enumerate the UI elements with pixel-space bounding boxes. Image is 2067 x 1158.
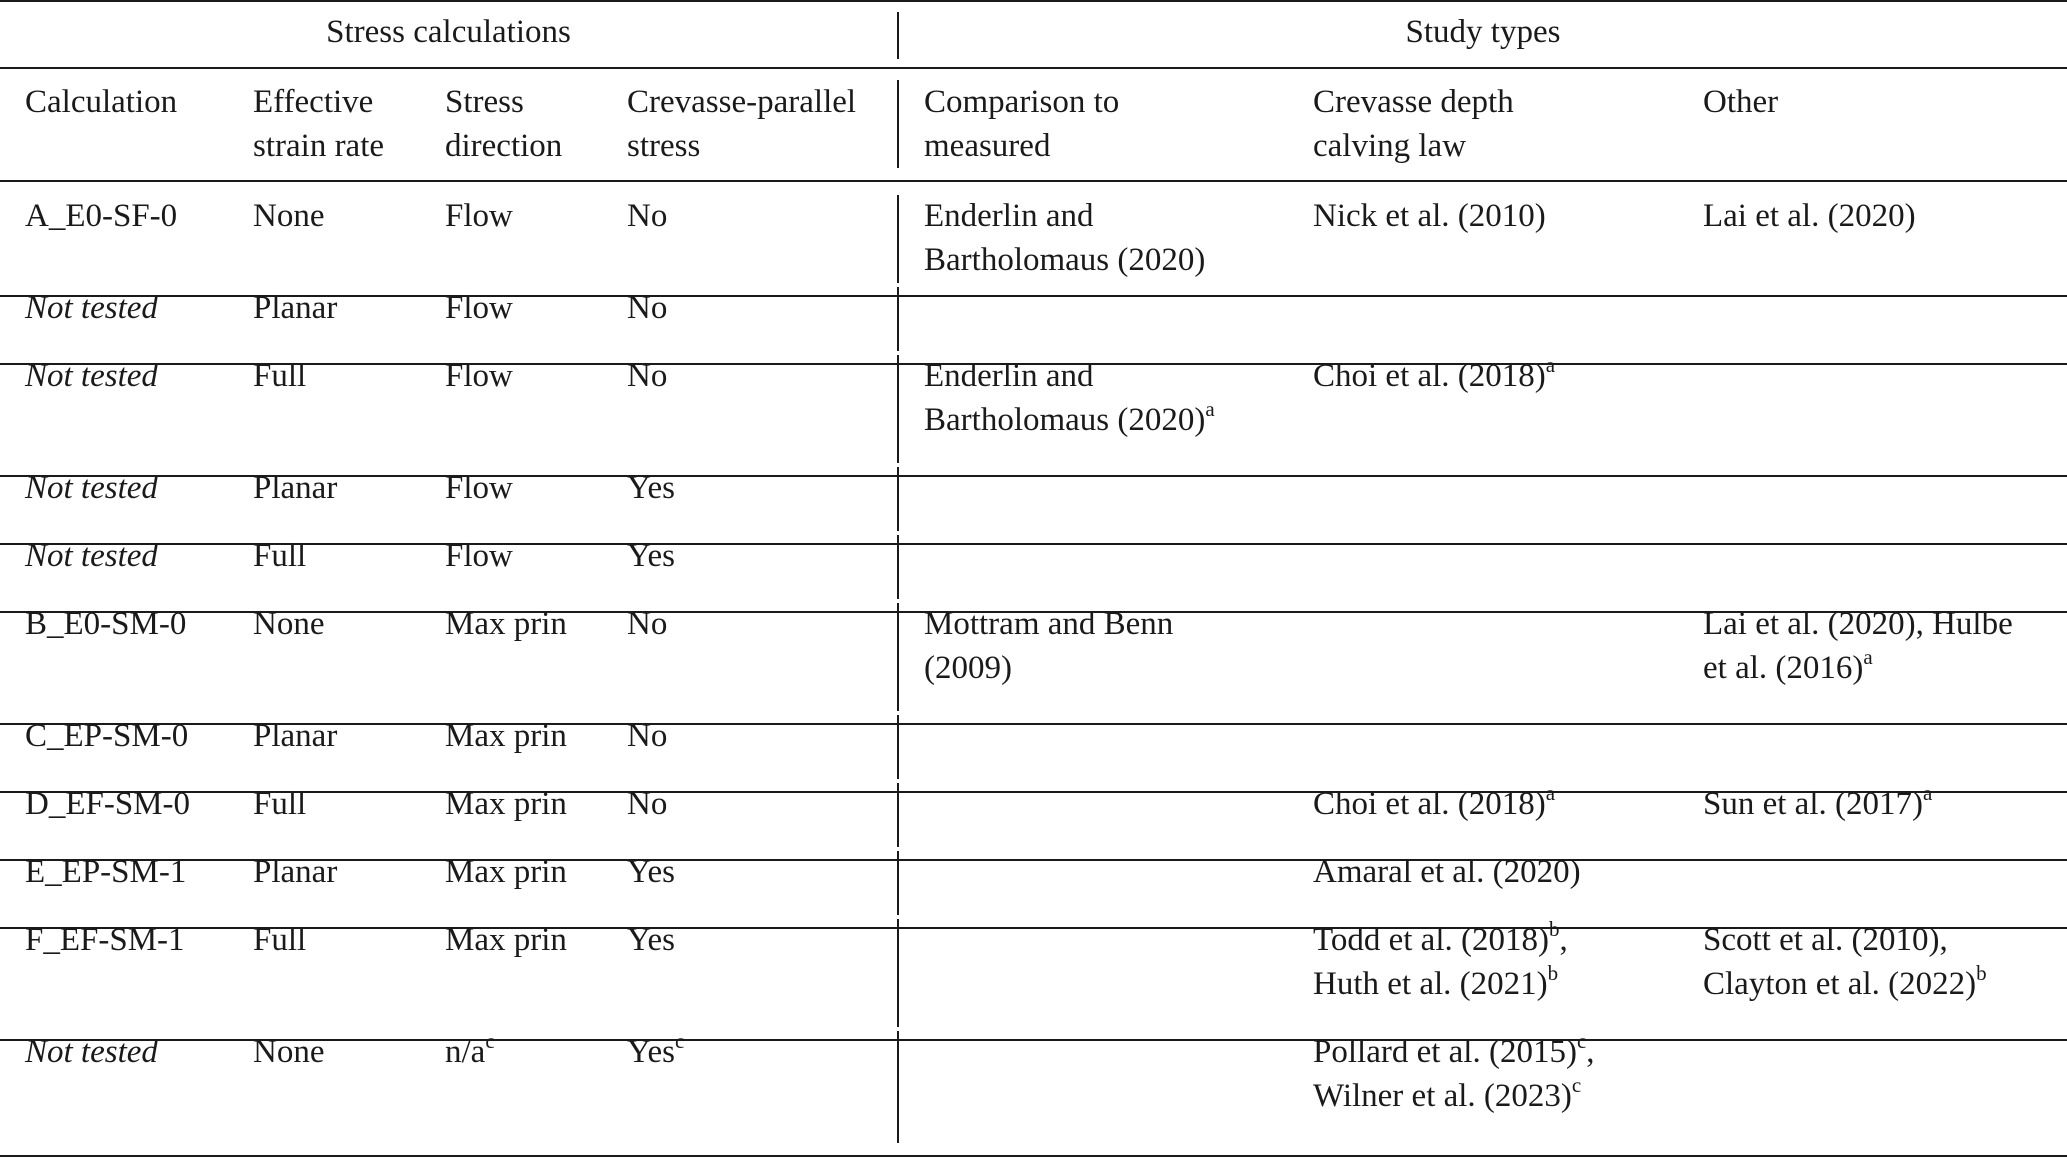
crevasse-parallel-cell [627,602,667,646]
rule-line [0,543,2067,545]
strain-rate-cell: Full [253,358,307,394]
footnote-marker: b [1548,917,1560,941]
other-citation [1703,782,1932,826]
calving-law-citation [1313,194,1546,238]
calving-law-citation [1313,850,1581,894]
stress-direction-cell [445,782,567,826]
calculation-cell: Not tested [25,538,158,574]
stress-direction-cell [445,1030,495,1074]
strain-rate-cell: Full [253,538,307,574]
calving-law-citation-text: Amaral et al. (2020) [1313,854,1581,890]
calculation-cell: E_EP-SM-1 [25,854,187,890]
footnote-marker: a [1205,397,1215,421]
column-header-comparison-to-measured: measured [924,128,1051,164]
comparison-citation-text: Enderlin and [924,358,1094,394]
column-header-comparison-to-measured: Comparison to [924,84,1120,120]
crevasse-parallel-cell [627,918,675,962]
calving-law-citation [1313,1074,1581,1118]
footnote-marker: a [1545,353,1556,377]
footnote-marker: b [1547,961,1559,985]
calculation-cell: Not tested [25,470,158,506]
column-header-effective-strain-rate: strain rate [253,128,385,164]
stress-direction-cell [445,194,513,238]
calving-law-citation-text: Todd et al. (2018) [1313,922,1549,958]
crevasse-parallel-cell [627,194,667,238]
crevasse-parallel-text: No [627,198,668,234]
column-header-crevasse-parallel-stress: stress [627,128,701,164]
other-citation [1703,918,1948,962]
crevasse-parallel-text: No [627,606,668,642]
column-separator [897,919,899,1027]
column-header-effective-strain-rate: Effective [253,84,374,120]
comparison-citation-text: Mottram and Benn [924,606,1174,642]
stress-direction-text: Flow [445,198,513,234]
crevasse-parallel-text: No [627,358,668,394]
crevasse-parallel-cell [627,286,667,330]
calculation-cell: D_EF-SM-0 [25,786,191,822]
footnote-marker: c [675,1029,685,1053]
calving-law-citation [1313,782,1555,826]
stress-direction-text: Flow [445,290,513,326]
crevasse-parallel-text: Yes [627,1034,676,1070]
column-separator [897,783,899,847]
group-header-study-types: Study types [1405,14,1561,50]
footnote-marker: a [1545,781,1556,805]
strain-rate-cell: Planar [253,854,338,890]
column-separator [897,715,899,779]
comparison-citation-text: Bartholomaus (2020) [924,402,1206,438]
crevasse-parallel-cell [627,466,675,510]
calculation-cell: F_EF-SM-1 [25,922,185,958]
comparison-citation [924,354,1094,398]
comparison-citation [924,194,1094,238]
stress-direction-cell [445,714,567,758]
calculation-cell: B_E0-SM-0 [25,606,187,642]
other-citation-text: Clayton et al. (2022) [1703,966,1977,1002]
stress-direction-text: Flow [445,538,513,574]
stress-direction-cell [445,534,513,578]
other-citation [1703,646,1873,690]
calving-law-citation-text: Wilner et al. (2023) [1313,1078,1572,1114]
column-separator [897,80,899,168]
other-citation-text: Lai et al. (2020), Hulbe [1703,606,2013,642]
calving-law-citation [1313,962,1558,1006]
column-header-calculation: Calculation [25,84,178,120]
column-header-crevasse-parallel-stress: Crevasse-parallel [627,84,857,120]
strain-rate-cell: None [253,606,325,642]
calving-law-citation-text: Nick et al. (2010) [1313,198,1546,234]
calving-law-citation-punctuation: , [1559,922,1568,958]
column-separator [897,1031,899,1143]
crevasse-parallel-text: No [627,718,668,754]
column-header-crevasse-depth-calving-law: Crevasse depth [1313,84,1514,120]
column-header-crevasse-depth-calving-law: calving law [1313,128,1467,164]
calving-law-citation-text: Choi et al. (2018) [1313,786,1546,822]
crevasse-parallel-cell [627,714,667,758]
comparison-citation [924,398,1215,442]
crevasse-parallel-cell [627,782,667,826]
other-citation-text: Sun et al. (2017) [1703,786,1923,822]
stress-direction-text: Flow [445,470,513,506]
stress-direction-cell [445,354,513,398]
calculation-cell: A_E0-SF-0 [25,198,178,234]
column-separator [897,467,899,531]
comparison-citation-text: (2009) [924,650,1012,686]
stress-direction-cell [445,850,567,894]
comparison-citation-text: Bartholomaus (2020) [924,242,1206,278]
rule-line [0,0,2067,2]
crevasse-parallel-text: Yes [627,538,676,574]
stress-direction-text: Max prin [445,786,567,822]
strain-rate-cell: Full [253,922,307,958]
calving-law-citation-text: Choi et al. (2018) [1313,358,1546,394]
crevasse-parallel-text: No [627,786,668,822]
stress-direction-text: n/a [445,1034,486,1070]
stress-direction-text: Flow [445,358,513,394]
strain-rate-cell: Planar [253,470,338,506]
other-citation-text: Scott et al. (2010), [1703,922,1948,958]
other-citation [1703,602,2013,646]
column-separator [897,603,899,711]
calving-law-citation-text: Pollard et al. (2015) [1313,1034,1577,1070]
calving-law-citation [1313,918,1568,962]
rule-line [0,1155,2067,1157]
calculation-cell: Not tested [25,358,158,394]
crevasse-parallel-cell [627,850,675,894]
other-citation-text: et al. (2016) [1703,650,1864,686]
column-separator [897,195,899,283]
column-separator [897,287,899,351]
stress-direction-text: Max prin [445,922,567,958]
calculation-cell: Not tested [25,290,158,326]
stress-direction-text: Max prin [445,606,567,642]
column-separator [897,355,899,463]
comparison-citation-text: Enderlin and [924,198,1094,234]
stress-direction-cell [445,286,513,330]
comparison-citation [924,602,1173,646]
calving-law-citation-text: Huth et al. (2021) [1313,966,1548,1002]
crevasse-parallel-text: Yes [627,470,676,506]
column-header-stress-direction: Stress [445,84,524,120]
footnote-marker: a [1922,781,1933,805]
footnote-marker: c [1576,1029,1587,1053]
footnote-marker: c [1571,1073,1582,1097]
other-citation-text: Lai et al. (2020) [1703,198,1916,234]
calving-law-citation [1313,1030,1595,1074]
other-citation [1703,962,1987,1006]
column-separator [897,535,899,599]
column-header-stress-direction: direction [445,128,563,164]
footnote-marker: a [1863,645,1873,669]
column-separator [897,851,899,915]
comparison-citation [924,646,1012,690]
comparison-citation [924,238,1205,282]
crevasse-parallel-text: Yes [627,854,676,890]
column-header-other: Other [1703,84,1779,120]
rule-line [0,180,2067,182]
crevasse-parallel-cell [627,1030,684,1074]
strain-rate-cell: None [253,198,325,234]
calculation-cell: Not tested [25,1034,158,1070]
stress-direction-text: Max prin [445,854,567,890]
crevasse-parallel-text: No [627,290,668,326]
rule-line [0,67,2067,69]
stress-direction-cell [445,918,567,962]
crevasse-parallel-cell [627,534,675,578]
crevasse-parallel-text: Yes [627,922,676,958]
group-header-stress-calculations: Stress calculations [326,14,571,50]
calving-law-citation-punctuation: , [1586,1034,1595,1070]
stress-direction-cell [445,602,567,646]
strain-rate-cell: None [253,1034,325,1070]
calculation-cell: C_EP-SM-0 [25,718,189,754]
calving-law-citation [1313,354,1555,398]
footnote-marker: c [485,1029,495,1053]
stress-direction-text: Max prin [445,718,567,754]
other-citation [1703,194,1916,238]
strain-rate-cell: Full [253,786,307,822]
stress-direction-cell [445,466,513,510]
strain-rate-cell: Planar [253,718,338,754]
strain-rate-cell: Planar [253,290,338,326]
footnote-marker: b [1976,961,1987,985]
crevasse-parallel-cell [627,354,667,398]
